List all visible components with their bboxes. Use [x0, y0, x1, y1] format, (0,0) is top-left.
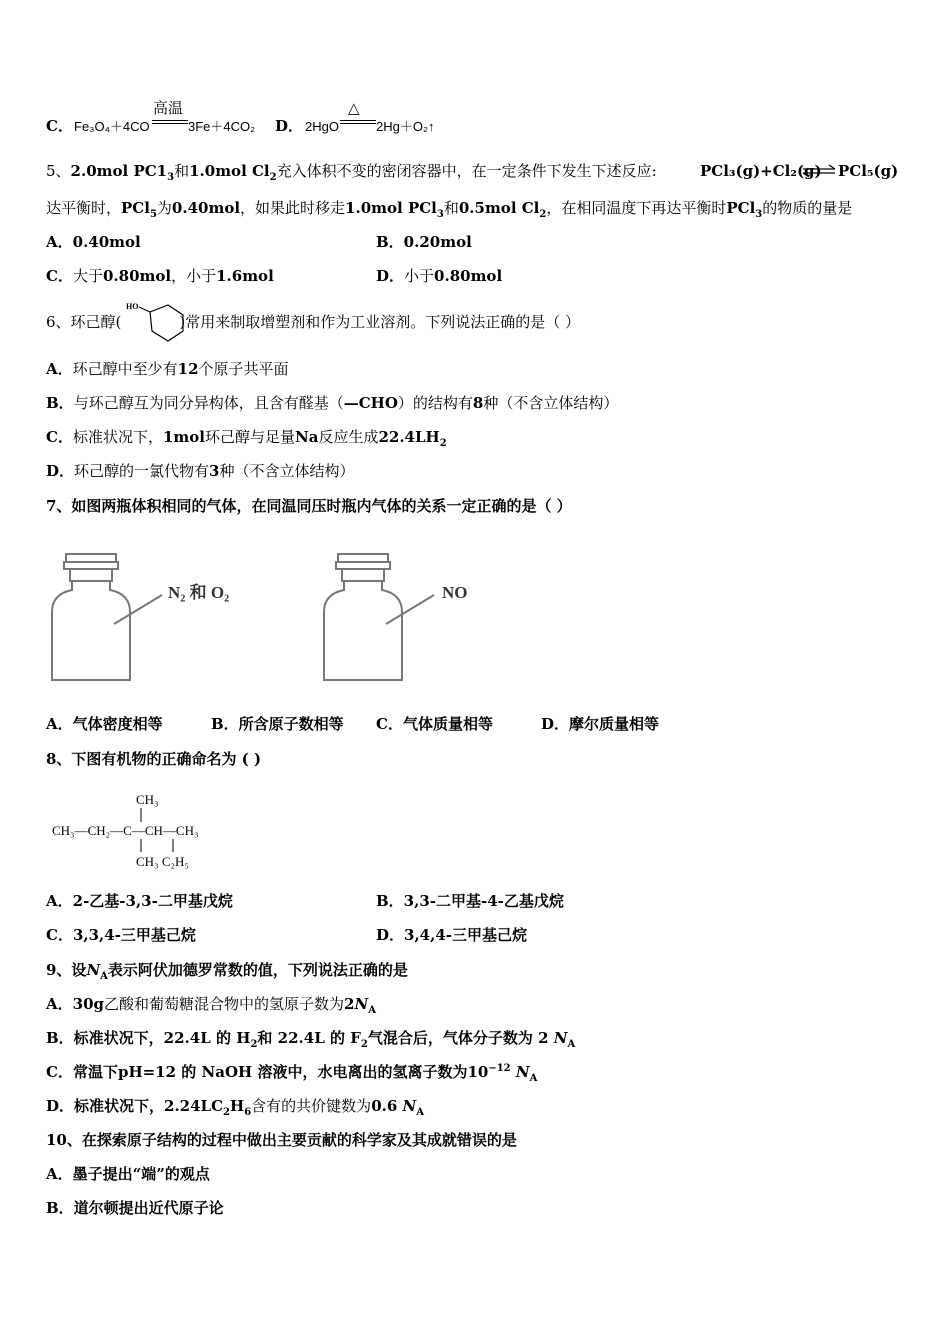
q7-stem: 7、如图两瓶体积相同的气体，在同温同压时瓶内气体的关系一定正确的是（ ） — [46, 497, 572, 515]
q6-option-a: A．环己醇中至少有12个原子共平面 — [46, 360, 289, 378]
q9-option-a: A．30g乙酸和葡萄糖混合物中的氢原子数为$2N_A$ — [46, 995, 376, 1016]
q10-option-b: B．道尔顿提出近代原子论 — [46, 1199, 224, 1217]
q8-stem: 8、下图有机物的正确命名为 ( ) — [46, 750, 262, 768]
bottle1-label: N₂ 和 O₂ — [168, 583, 230, 602]
q4-d-right: 2Hg＋O₂↑ — [376, 119, 435, 134]
q8-option-d: D．3,4,4-三甲基己烷 — [376, 926, 527, 944]
cyclohexanol-structure — [124, 298, 186, 344]
q4-c-bar2 — [152, 123, 188, 124]
q7-option-c: C．气体质量相等 — [376, 715, 493, 733]
q7-option-b: B．所含原子数相等 — [211, 715, 344, 733]
q5-equation-right: PCl₅(g) — [838, 162, 899, 180]
q6-option-b: B．与环己醇互为同分异构体，且含有醛基（—CHO）的结构有8种（不含立体结构） — [46, 394, 619, 412]
q4-c-bar — [152, 120, 188, 121]
q8-bottom: CH₃ C₂H₅ — [136, 854, 189, 869]
q5-option-c: C．大于0.80mol，小于1.6mol — [46, 267, 274, 285]
q8-main-chain: CH₃—CH₂—C—CH—CH₃ — [52, 823, 199, 838]
q4-d-bar — [340, 120, 376, 121]
q4-option-d: D． — [275, 117, 304, 135]
q7-option-d: D．摩尔质量相等 — [541, 715, 660, 733]
bottle-n2-o2 — [50, 550, 270, 688]
bottle2-label: NO — [442, 583, 468, 602]
q4-d-left: 2HgO — [305, 119, 339, 134]
q8-option-a: A．2-乙基-3,3-二甲基戊烷 — [46, 892, 233, 910]
q9-option-b: B．标准状况下，22.4L 的 $H_2$和 22.4L 的 $F_2$气混合后，气体分子数为 2 $N_A$ — [46, 1029, 576, 1050]
q5-stem-line1: 5、2.0mol $PC1_3$和1.0mol $Cl_2$充入体积不变的密闭容器中，在一定条件下发生下述反应: — [46, 162, 657, 183]
q9-stem: 9、设$N_A$表示阿伏加德罗常数的值，下列说法正确的是 — [46, 961, 408, 982]
q8-option-b: B．3,3-二甲基-4-乙基戊烷 — [376, 892, 564, 910]
q4-d-condition: △ — [348, 99, 360, 117]
q6-option-d: D．环己醇的一氯代物有3种（不含立体结构） — [46, 462, 355, 480]
q5-stem-line2: 达平衡时，PCl$_5$为0.40mol，如果此时移走1.0mol PCl$_3$和0.5mol $Cl_2$，在相同温度下再达平衡时PCl$_3$的物质的量是 — [46, 199, 853, 220]
q6-option-c: C．标准状况下，1mol环己醇与足量Na反应生成$22.4LH_2$ — [46, 428, 447, 449]
q5-equation-left: PCl₃(g)+Cl₂(g) — [700, 162, 822, 180]
q4-option-c: C． — [46, 117, 73, 135]
q9-option-d: D．标准状况下，$2.24LC_2H_6$含有的共价键数为0.6 $N_A$ — [46, 1097, 425, 1118]
q8-structure — [50, 788, 250, 872]
ho-label: HO — [126, 302, 139, 311]
bottle-no — [322, 550, 502, 688]
q4-d-bar2 — [340, 123, 376, 124]
q5-equilibrium-arrow — [802, 164, 836, 178]
q6-stem: 6、环己醇( )常用来制取增塑剂和作为工业溶剂。下列说法正确的是（ ） — [46, 313, 581, 331]
q4-c-right: 3Fe＋4CO₂ — [188, 119, 256, 134]
q4-c-condition: 高温 — [153, 99, 184, 117]
q8-top-ch3: CH₃ — [136, 792, 159, 807]
q10-stem: 10、在探索原子结构的过程中做出主要贡献的科学家及其成就错误的是 — [46, 1131, 517, 1149]
q5-option-a: A．0.40mol — [46, 233, 141, 251]
q5-option-d: D．小于0.80mol — [376, 267, 503, 285]
q9-option-c: C．常温下pH=12 的 NaOH 溶液中，水电离出的氢离子数为$10^{-12}$ $N_A$ — [46, 1063, 538, 1084]
q4-c-left: Fe₃O₄＋4CO — [74, 119, 150, 134]
q7-option-a: A．气体密度相等 — [46, 715, 163, 733]
q10-option-a: A．墨子提出“端”的观点 — [46, 1165, 210, 1183]
q5-option-b: B．0.20mol — [376, 233, 472, 251]
q8-option-c: C．3,3,4-三甲基己烷 — [46, 926, 196, 944]
